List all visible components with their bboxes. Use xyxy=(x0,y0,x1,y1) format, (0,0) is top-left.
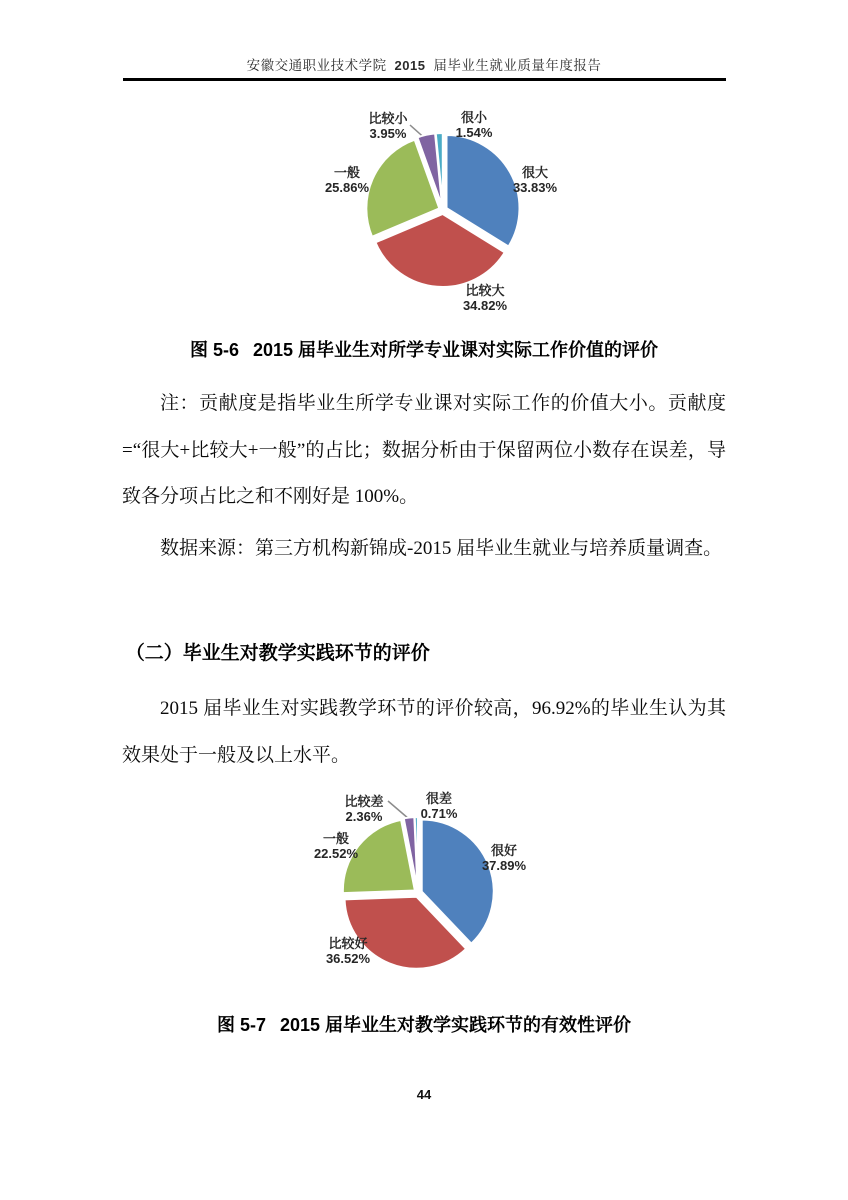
pie2-label-fairly-good-text: 比较好 xyxy=(328,936,368,951)
pie1-label-very-large-value: 33.83% xyxy=(512,180,558,195)
pie1-label-very-large xyxy=(513,165,557,195)
pie1-label-fairly-small xyxy=(368,111,407,141)
pie1-label-fairly-small-value: 3.95% xyxy=(369,126,407,141)
header-title-suffix: 届毕业生就业质量年度报告 xyxy=(433,58,602,73)
pie1-label-fairly-large xyxy=(463,283,507,313)
pie2-label-fairly-good-value: 36.52% xyxy=(325,951,371,966)
pie1-label-fairly-small-text: 比较小 xyxy=(368,111,408,126)
pie1-label-fairly-large-text: 比较大 xyxy=(465,283,505,298)
pie2-label-average-value: 22.52% xyxy=(313,846,359,861)
pie2-label-fairly-good xyxy=(326,936,370,966)
pie1-label-very-large-text: 很大 xyxy=(521,165,548,180)
pie2-label-fairly-poor xyxy=(344,794,383,824)
note-paragraph: 注：贡献度是指毕业生所学专业课对实际工作的价值大小。贡献度=“很大+比较大+一般”的占比；数据分析由于保留两位小数存在误差，导致各分项占比之和不刚好是 100%。 xyxy=(122,393,726,507)
pie-1-svg xyxy=(0,105,848,320)
pie2-label-fairly-poor-text: 比较差 xyxy=(344,794,384,809)
pie1-label-average xyxy=(325,165,369,195)
pie2-label-average-text: 一般 xyxy=(322,831,349,846)
figure-5-7-caption xyxy=(0,1011,848,1037)
pie1-label-very-small xyxy=(456,110,493,140)
pie1-label-average-value: 25.86% xyxy=(324,180,370,195)
intro-paragraph: 2015 届毕业生对实践教学环节的评价较高，96.92%的毕业生认为其效果处于一般及以上水平。 xyxy=(122,698,726,766)
pie2-label-average xyxy=(314,831,358,861)
pie2-label-very-poor-text: 很差 xyxy=(425,791,452,806)
pie2-label-very-poor-value: 0.71% xyxy=(420,806,458,821)
page-header xyxy=(0,54,848,74)
figure-5-6-caption xyxy=(0,336,848,362)
figure-5-6-caption-label: 图 5-6 xyxy=(189,340,239,360)
figure-5-7-caption-title: 2015 届毕业生对教学实践环节的有效性评价 xyxy=(279,1015,632,1035)
pie-chart-figure-5-7 xyxy=(0,785,848,1000)
pie1-label-fairly-large-value: 34.82% xyxy=(462,298,508,313)
figure-5-7-caption-label: 图 5-7 xyxy=(216,1015,266,1035)
header-rule xyxy=(123,78,726,81)
page-number: 44 xyxy=(416,1087,432,1102)
figure-5-6-caption-title: 2015 届毕业生对所学专业课对实际工作价值的评价 xyxy=(252,340,659,360)
pie2-label-very-good-value: 37.89% xyxy=(481,858,527,873)
header-title-year: 2015 xyxy=(394,58,426,73)
leader-line-fairly-poor xyxy=(388,801,409,819)
pie2-label-very-good xyxy=(482,843,526,873)
pie2-label-fairly-poor-value: 2.36% xyxy=(345,809,383,824)
pie1-label-very-small-text: 很小 xyxy=(460,110,487,125)
pie1-label-very-small-value: 1.54% xyxy=(455,125,493,140)
pie1-label-average-text: 一般 xyxy=(333,165,360,180)
section-heading: （二）毕业生对教学实践环节的评价 xyxy=(125,643,430,664)
pie2-label-very-poor xyxy=(421,791,458,821)
header-title-prefix: 安徽交通职业技术学院 xyxy=(246,58,387,73)
pie2-label-very-good-text: 很好 xyxy=(490,843,517,858)
pie-chart-figure-5-6 xyxy=(0,105,848,320)
data-source-paragraph: 数据来源：第三方机构新锦成-2015 届毕业生就业与培养质量调查。 xyxy=(160,538,723,559)
